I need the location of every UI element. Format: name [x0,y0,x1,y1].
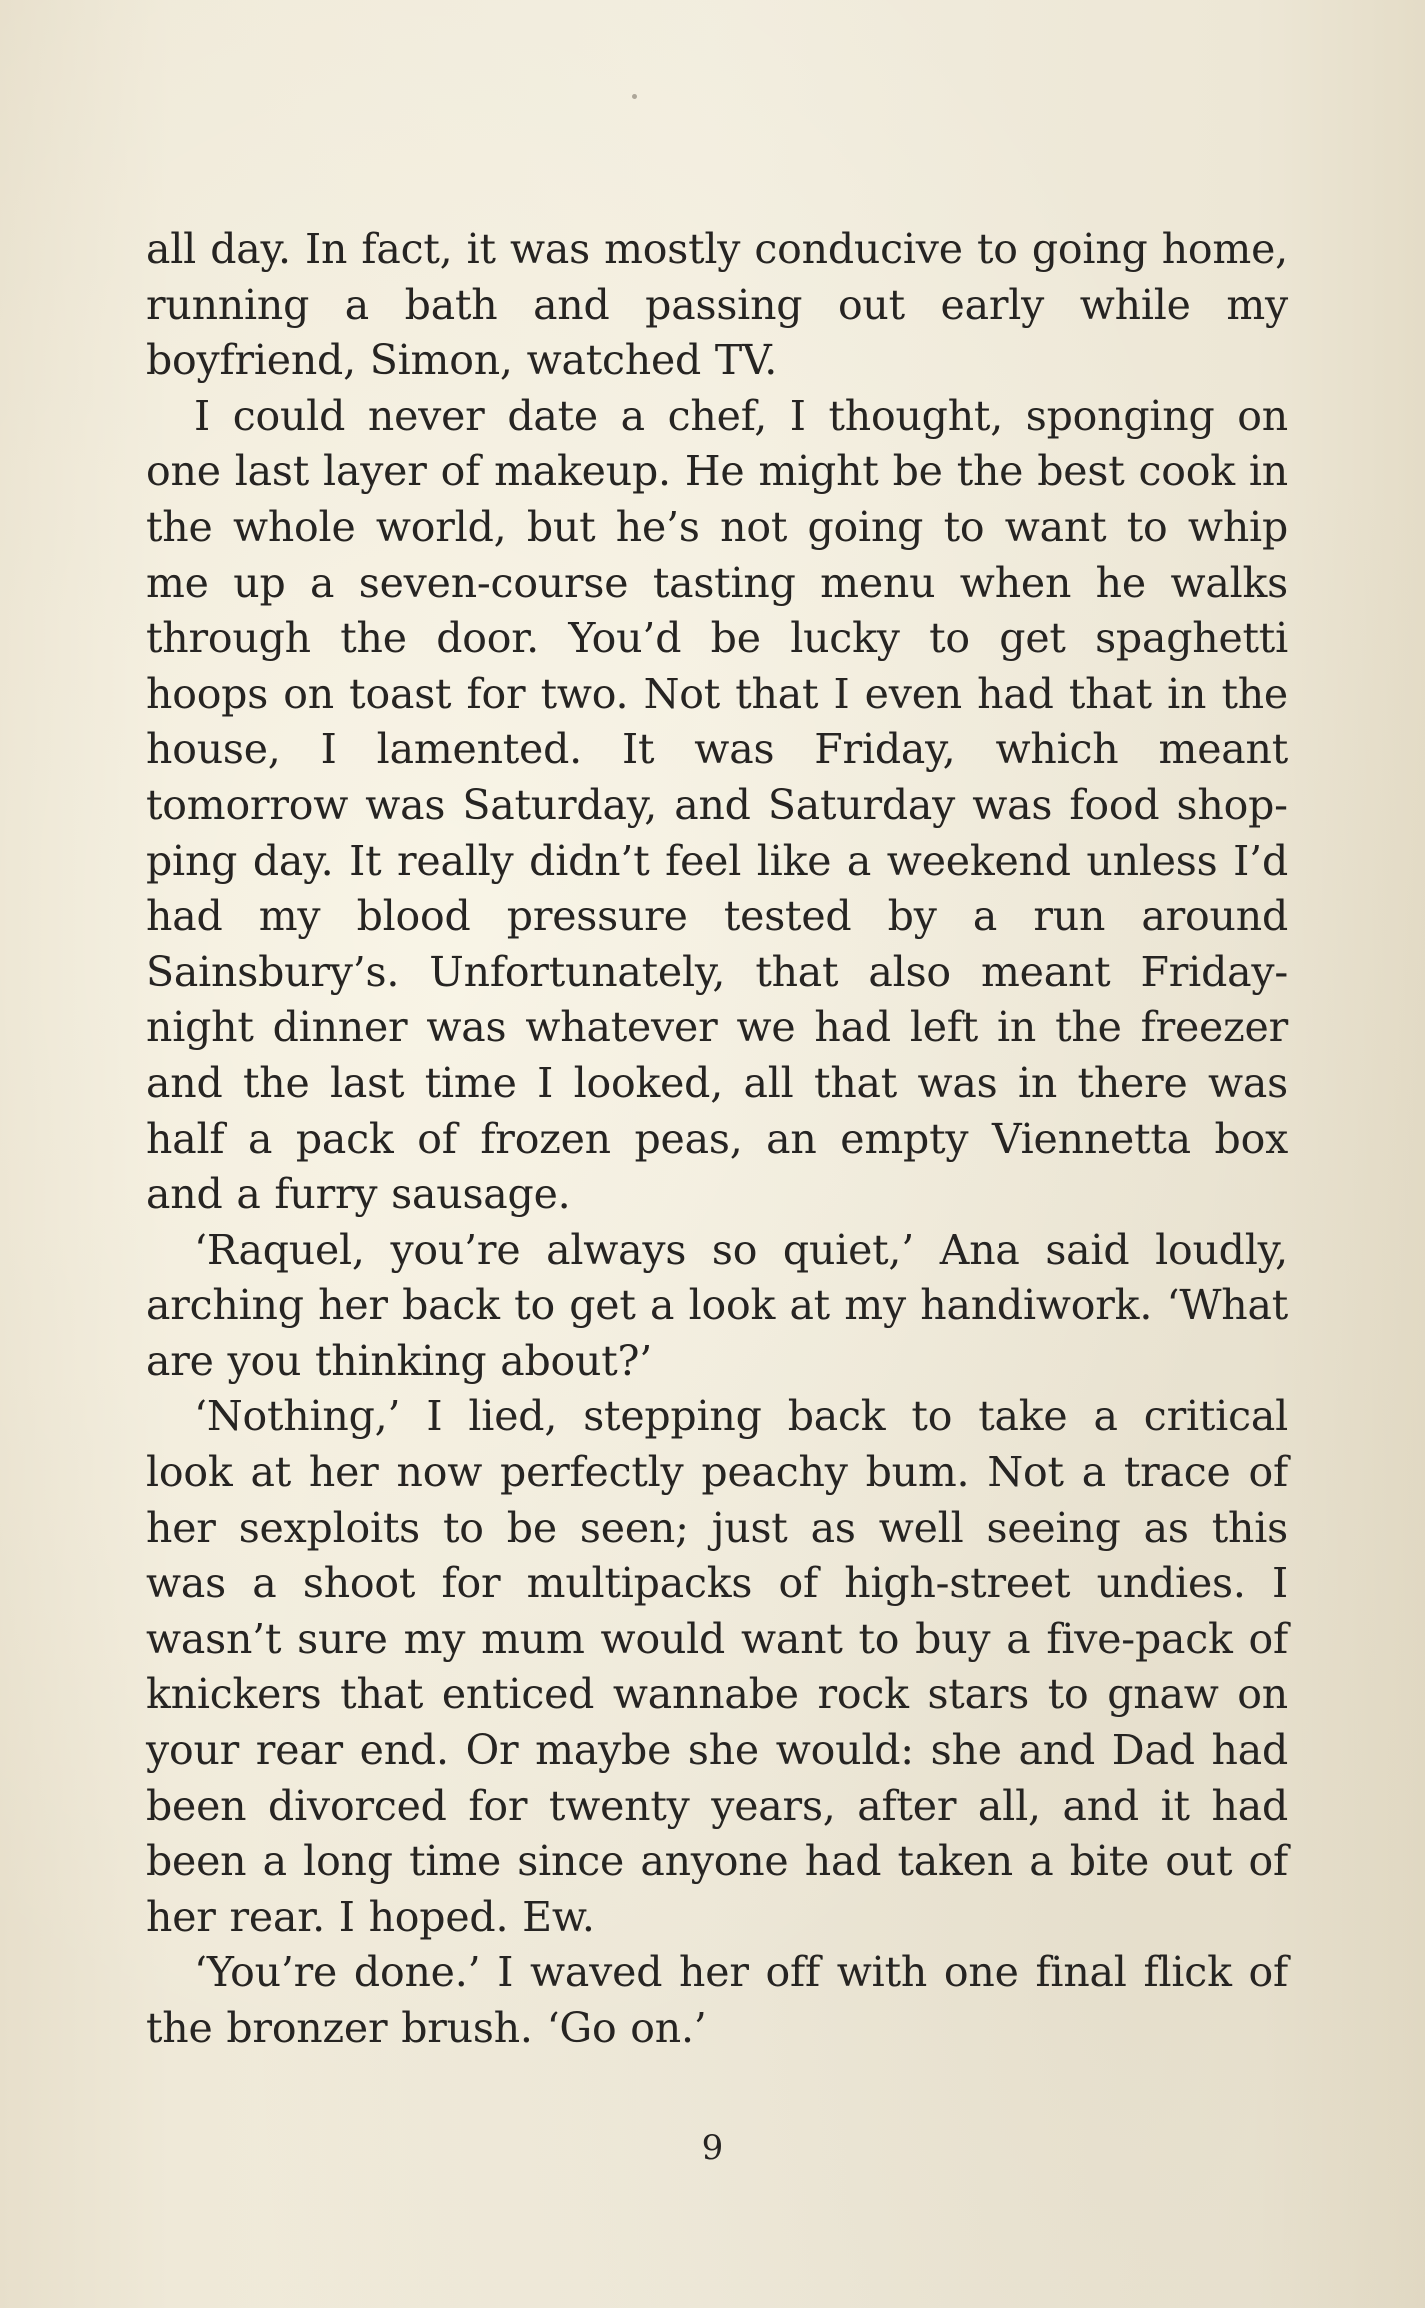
paragraph-3: ‘Raquel, you’re always so quiet,’ Ana said loudly, arching her back to get a look at my handiwork. ‘What are you thinking about?’ [146,1225,1288,1385]
paper-speck [632,94,637,99]
paragraph-5: ‘You’re done.’ I waved her off with one final flick of the bronzer brush. ‘Go on.’ [146,1948,1288,2052]
body-text [146,222,1288,2057]
page-number: 9 [701,2128,724,2168]
paragraph-4: ‘Nothing,’ I lied, stepping back to take a critical look at her now perfectly peachy bum. Not a trace of her sexploits to be seen; just as well seeing as this was a shoot for multipacks of high-street undies. I wasn’t sure my mum would want to buy a five-pack of knickers that enticed wannabe rock stars to gnaw on your rear end. Or maybe she would: she and Dad had been divorced for twenty years, after all, and it had been a long time since anyone had taken a bite out of her rear. I hoped. Ew. [146,1392,1288,1941]
paragraph-2: I could never date a chef, I thought, sponging on one last layer of makeup. He might be the best cook in the whole world, but he’s not going to want to whip me up a seven-course tasting menu when he walks through the door. You’d be lucky to get spaghetti hoops on toast for two. Not that I even had that in the house, I lamented. It was Friday, which meant tomorrow was Saturday, and Saturday was food shopping day. It really didn’t feel like a weekend unless I’d had my blood pressure tested by a run around Sainsbury’s. Unfortunately, that also meant Friday-night dinner was whatever we had left in the freezer and the last time I looked, all that was in there was half a pack of frozen peas, an empty Viennetta box and a furry sausage. [146,391,1288,1219]
paragraph-1: all day. In fact, it was mostly conducive to going home, running a bath and passing out early while my boyfriend, Simon, watched TV. [146,225,1288,385]
